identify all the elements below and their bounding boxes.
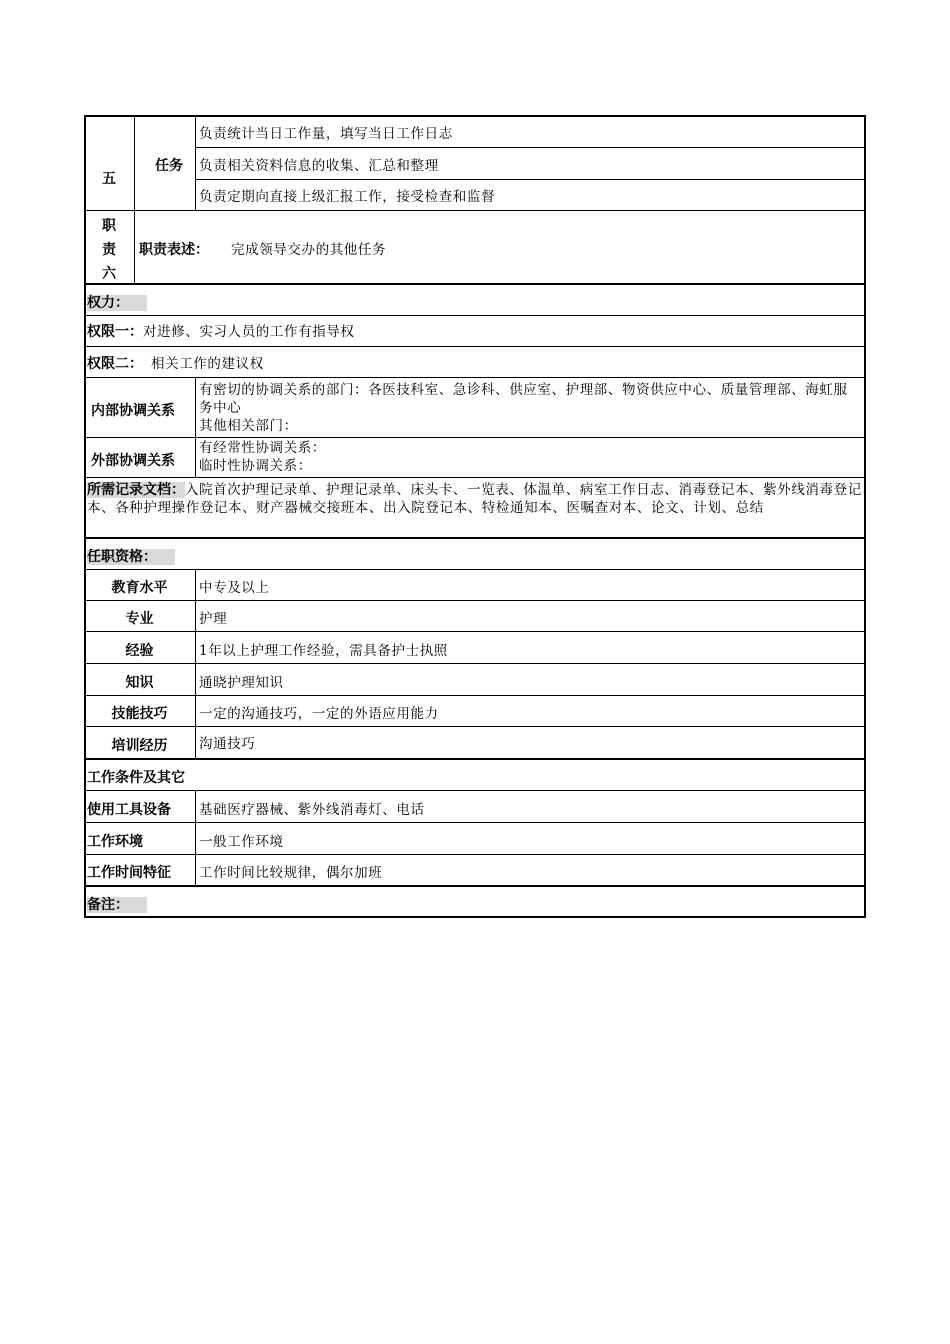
divider xyxy=(84,822,866,823)
divider xyxy=(84,477,866,478)
external-line: 临时性协调关系： xyxy=(199,458,312,474)
external-line: 有经常性协调关系： xyxy=(199,440,326,456)
internal-line: 其他相关部门： xyxy=(199,418,298,434)
condition-value: 工作时间比较规律，偶尔加班 xyxy=(199,865,383,881)
divider xyxy=(195,147,864,148)
condition-label: 工作时间特征 xyxy=(87,865,171,881)
task-item: 负责定期向直接上级汇报工作，接受检查和监督 xyxy=(199,189,496,205)
qual-value: 通晓护理知识 xyxy=(199,675,284,691)
qual-value: 沟通技巧 xyxy=(199,736,256,752)
authority-item-label: 权限一： xyxy=(87,324,143,340)
section-six-char: 责 xyxy=(102,242,116,258)
authority-item-text: 对进修、实习人员的工作有指导权 xyxy=(143,324,355,340)
task-item: 负责相关资料信息的收集、汇总和整理 xyxy=(199,158,439,174)
section-six-char: 职 xyxy=(102,218,116,234)
divider xyxy=(84,600,866,601)
condition-label: 工作环境 xyxy=(87,834,143,850)
divider xyxy=(84,283,866,285)
conditions-heading: 工作条件及其它 xyxy=(87,770,185,786)
qual-label: 知识 xyxy=(125,675,154,691)
divider xyxy=(195,569,196,759)
divider xyxy=(84,210,866,211)
section-five-label: 任务 xyxy=(155,158,183,174)
divider xyxy=(84,377,866,378)
qual-label: 技能技巧 xyxy=(111,706,168,722)
authority-item-label: 权限二： xyxy=(87,356,143,372)
internal-line: 有密切的协调关系的部门：各医技科室、急诊科、供应室、护理部、物资供应中心、质量管理部、海虹服务中心 xyxy=(199,382,848,416)
records-block xyxy=(87,481,862,517)
divider xyxy=(84,437,866,438)
divider xyxy=(134,210,135,283)
records-text: 入院首次护理记录单、护理记录单、床头卡、一览表、体温单、病室工作日志、消毒登记本、紫外线消毒登记本、各种护理操作登记本、财产器械交接班本、出入院登记本、特检通知本、医嘱查对本、论文、计划、总结 xyxy=(87,482,862,516)
divider xyxy=(84,663,866,664)
task-item: 负责统计当日工作量，填写当日工作日志 xyxy=(199,126,453,142)
divider xyxy=(84,758,866,760)
condition-value: 一般工作环境 xyxy=(199,834,284,850)
divider xyxy=(84,631,866,632)
external-label: 外部协调关系 xyxy=(91,453,175,469)
internal-label: 内部协调关系 xyxy=(91,403,175,419)
divider xyxy=(84,854,866,855)
qualifications-heading: 任职资格： xyxy=(87,549,175,565)
divider xyxy=(84,569,866,570)
top-border xyxy=(84,115,866,117)
remarks-heading: 备注： xyxy=(87,897,147,913)
divider xyxy=(84,885,866,887)
qual-label: 经验 xyxy=(125,643,154,659)
qual-label: 专业 xyxy=(125,611,154,627)
divider xyxy=(195,377,196,478)
divider xyxy=(134,115,135,211)
divider xyxy=(84,790,866,791)
authority-item xyxy=(87,324,355,340)
divider xyxy=(84,537,866,539)
condition-value: 基础医疗器械、紫外线消毒灯、电话 xyxy=(199,802,425,818)
divider xyxy=(195,790,196,886)
divider xyxy=(84,695,866,696)
qual-label: 教育水平 xyxy=(111,580,168,596)
qual-value: 1年以上护理工作经验，需具备护士执照 xyxy=(199,643,448,659)
authority-item-text: 相关工作的建议权 xyxy=(151,356,264,372)
divider xyxy=(84,315,866,316)
authority-heading: 权力： xyxy=(87,295,147,311)
section-six-char: 六 xyxy=(102,266,116,282)
condition-label: 使用工具设备 xyxy=(87,802,171,818)
records-label: 所需记录文档： xyxy=(87,482,185,498)
qual-value: 中专及以上 xyxy=(199,580,270,596)
table-right-border xyxy=(864,115,866,918)
divider xyxy=(84,726,866,727)
divider xyxy=(195,179,864,180)
duty-desc-text: 完成领导交办的其他任务 xyxy=(231,242,387,258)
section-five-number: 五 xyxy=(102,171,116,187)
authority-item xyxy=(87,356,264,372)
divider xyxy=(84,346,866,347)
qual-value: 护理 xyxy=(199,611,228,627)
qual-label: 培训经历 xyxy=(111,738,168,754)
divider xyxy=(195,115,196,211)
table-left-border xyxy=(84,115,86,918)
qual-value: 一定的沟通技巧，一定的外语应用能力 xyxy=(199,706,439,722)
bottom-border xyxy=(84,916,866,918)
duty-desc-label: 职责表述： xyxy=(139,242,209,258)
